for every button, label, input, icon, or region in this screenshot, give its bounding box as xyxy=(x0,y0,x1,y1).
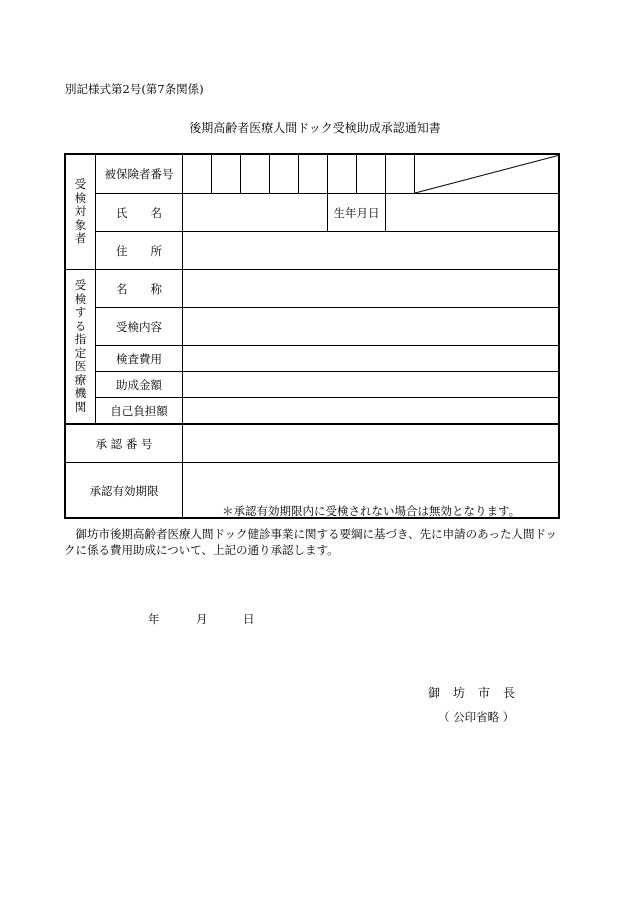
label-approval-period: 承認有効期限 xyxy=(89,484,159,498)
approval-statement: 御坊市後期高齢者医療人間ドック健診事業に関する要綱に基づき、先に申請のあった人間ドックに係る費用助成について、上記の通り承認します。 xyxy=(64,527,557,557)
label-exam-content: 受検内容 xyxy=(116,319,162,334)
diagonal-slash xyxy=(415,155,560,194)
label-subsidy: 助成金額 xyxy=(116,377,162,392)
approval-form-table xyxy=(64,153,560,519)
label-exam-cost: 検査費用 xyxy=(116,351,162,366)
seal-omitted: （ 公印省略 ） xyxy=(438,710,515,724)
date-month: 月 xyxy=(196,612,208,626)
document-title: 後期高齢者医療人間ドック受検助成承認通知書 xyxy=(189,121,441,135)
label-insured-number: 被保険者番号 xyxy=(104,167,174,181)
label-name: 氏 名 xyxy=(116,205,162,220)
label-self-pay: 自己負担額 xyxy=(110,403,168,418)
validity-note: ＊承認有効期限内に受検されない場合は無効となります。 xyxy=(222,504,521,518)
section-examinee: 受 検 対 象 者 xyxy=(74,177,87,246)
form-number: 別記様式第2号(第7条関係) xyxy=(65,82,204,96)
label-birthdate: 生年月日 xyxy=(333,205,380,220)
label-address: 住 所 xyxy=(116,243,162,258)
section-institution: 受 検 す る 指 定 医 療 機 関 xyxy=(74,278,87,414)
date-day: 日 xyxy=(243,612,255,626)
date-year: 年 xyxy=(148,612,160,626)
mayor-signature: 御 坊 市 長 xyxy=(428,686,516,700)
label-institution-name: 名 称 xyxy=(116,281,162,296)
label-approval-number: 承 認 番 号 xyxy=(95,436,153,451)
